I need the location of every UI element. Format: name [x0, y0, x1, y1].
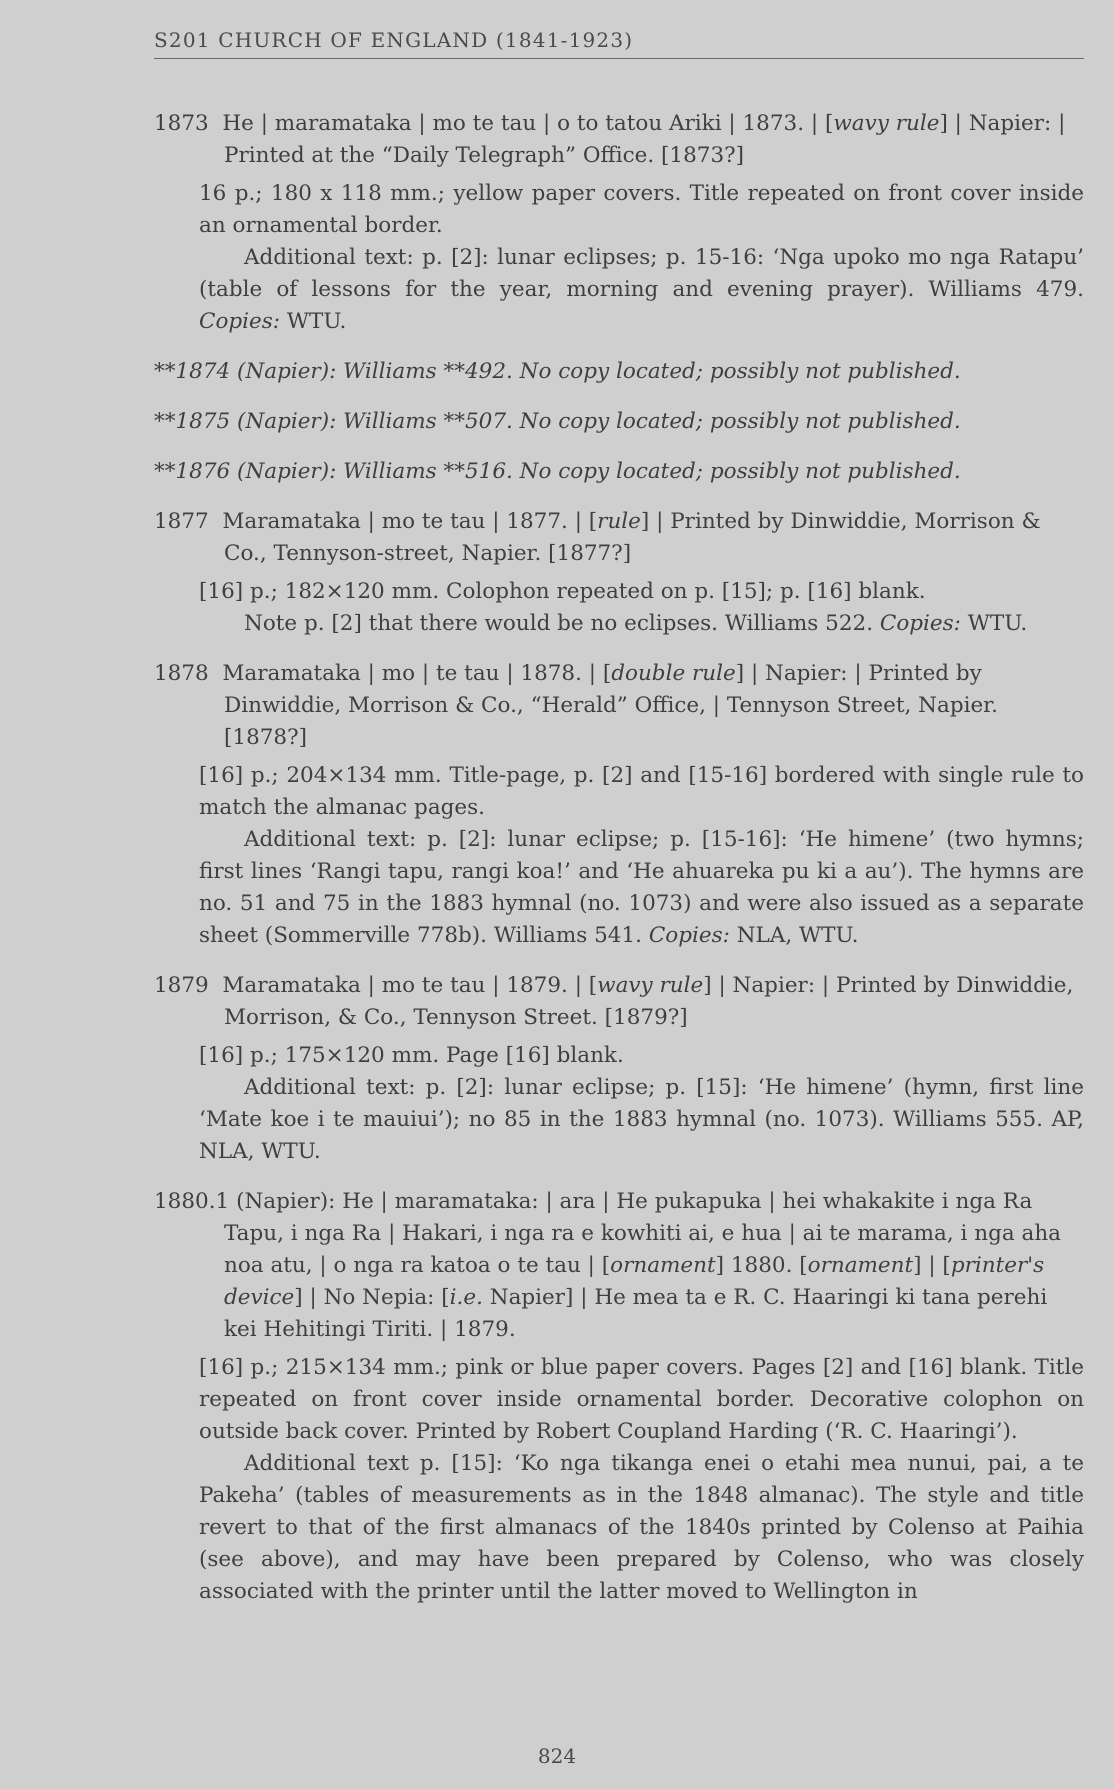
entry-note-1875: **1875 (Napier): Williams **507. No copy located; possibly not published.: [154, 409, 961, 434]
entry-body: [199, 1352, 1084, 1608]
entry-1878: [154, 658, 1084, 952]
entry-notes: Additional text: p. [2]: lunar eclipses; p. 15-16: ‘Nga upoko mo nga Ratapu’ (table of lessons for the year, morning and evening prayer). Williams 479. Copies: WTU.: [199, 245, 1084, 334]
entry-1877: [154, 506, 1084, 640]
entry-year: 1879: [154, 973, 209, 998]
entry-1879: [154, 970, 1084, 1168]
entry-title: 1877 Maramataka | mo te tau | 1877. | [rule] | Printed by Dinwiddie, Morrison & Co., Tennyson-street, Napier. [1877?]: [154, 509, 1041, 566]
entry-year: 1873: [154, 111, 209, 136]
entry-notes: Additional text p. [15]: ‘Ko nga tikanga enei o etahi mea nunui, pai, a te Pakeha’ (tables of measurements as in the 1848 almanac). The style and title revert to that of the first almanacs of the 1840s printed by Colenso at Paihia (see above), and may have been prepared by Colenso, who was closely associated with the printer until the latter moved to Wellington in: [199, 1451, 1084, 1604]
entry-note-1876: **1876 (Napier): Williams **516. No copy located; possibly not published.: [154, 459, 961, 484]
entry-body: [199, 178, 1084, 338]
entry-title: 1878 Maramataka | mo | te tau | 1878. | [double rule] | Napier: | Printed by Dinwiddie, Morrison & Co., “Herald” Office, | Tennyson Street, Napier. [1878?]: [154, 661, 998, 750]
entry-body: [199, 1040, 1084, 1168]
entry-title: 1879 Maramataka | mo te tau | 1879. | [wavy rule] | Napier: | Printed by Dinwiddie, Morrison, & Co., Tennyson Street. [1879?]: [154, 973, 1074, 1030]
entry-description: [16] p.; 182×120 mm. Colophon repeated on p. [15]; p. [16] blank.: [199, 579, 926, 604]
entry-note-1874: **1874 (Napier): Williams **492. No copy located; possibly not published.: [154, 359, 961, 384]
entry-title: 1880.1 (Napier): He | maramataka: | ara | He pukapuka | hei whakakite i nga Ra Tapu, i nga Ra | Hakari, i nga ra e kowhiti ai, e hua | ai te marama, i nga aha noa atu, | o nga ra katoa o te tau | [ornament] 1880. [ornament] | [printer's device] | No Nepia: [i.e. Napier] | He mea ta e R. C. Haaringi ki tana perehi kei Hehitingi Tiriti. | 1879.: [154, 1189, 1061, 1342]
entry-notes: Additional text: p. [2]: lunar eclipse; p. [15-16]: ‘He himene’ (two hymns; first lines ‘Rangi tapu, rangi koa!’ and ‘He ahuareka pu ki a au’). The hymns are no. 51 and 75 in the 1883 hymnal (no. 1073) and were also issued as a separate sheet (Sommerville 778b). Williams 541. Copies: NLA, WTU.: [199, 827, 1084, 948]
entry-description: [16] p.; 215×134 mm.; pink or blue paper covers. Pages [2] and [16] blank. Title repeated on front cover inside ornamental border. Decorative colophon on outside back cover. Printed by Robert Coupland Harding (‘R. C. Haaringi’).: [199, 1355, 1084, 1444]
entry-title: 1873 He | maramataka | mo te tau | o to tatou Ariki | 1873. | [wavy rule] | Napier: | Printed at the “Daily Telegraph” Office. [1873?]: [154, 111, 1066, 168]
entry-description: [16] p.; 175×120 mm. Page [16] blank.: [199, 1043, 624, 1068]
entry-1880-1: [154, 1186, 1084, 1608]
entry-notes: Additional text: p. [2]: lunar eclipse; p. [15]: ‘He himene’ (hymn, first line ‘Mate koe i te mauiui’); no 85 in the 1883 hymnal (no. 1073). Williams 555. AP, NLA, WTU.: [199, 1075, 1084, 1164]
entry-body: [199, 576, 1084, 640]
bibliography-content: [154, 108, 1084, 1626]
page-number: 824: [537, 1744, 577, 1768]
entry-description: 16 p.; 180 x 118 mm.; yellow paper covers. Title repeated on front cover inside an ornamental border.: [199, 181, 1084, 238]
entry-body: [199, 760, 1084, 952]
entry-1873: [154, 108, 1084, 338]
running-header: S201 CHURCH OF ENGLAND (1841-1923): [154, 28, 1084, 59]
entry-notes: Note p. [2] that there would be no eclipses. Williams 522. Copies: WTU.: [244, 611, 1028, 636]
entry-year: 1878: [154, 661, 209, 686]
entry-year: 1880.1: [154, 1189, 230, 1214]
entry-description: [16] p.; 204×134 mm. Title-page, p. [2] and [15-16] bordered with single rule to match the almanac pages.: [199, 763, 1084, 820]
entry-year: 1877: [154, 509, 209, 534]
